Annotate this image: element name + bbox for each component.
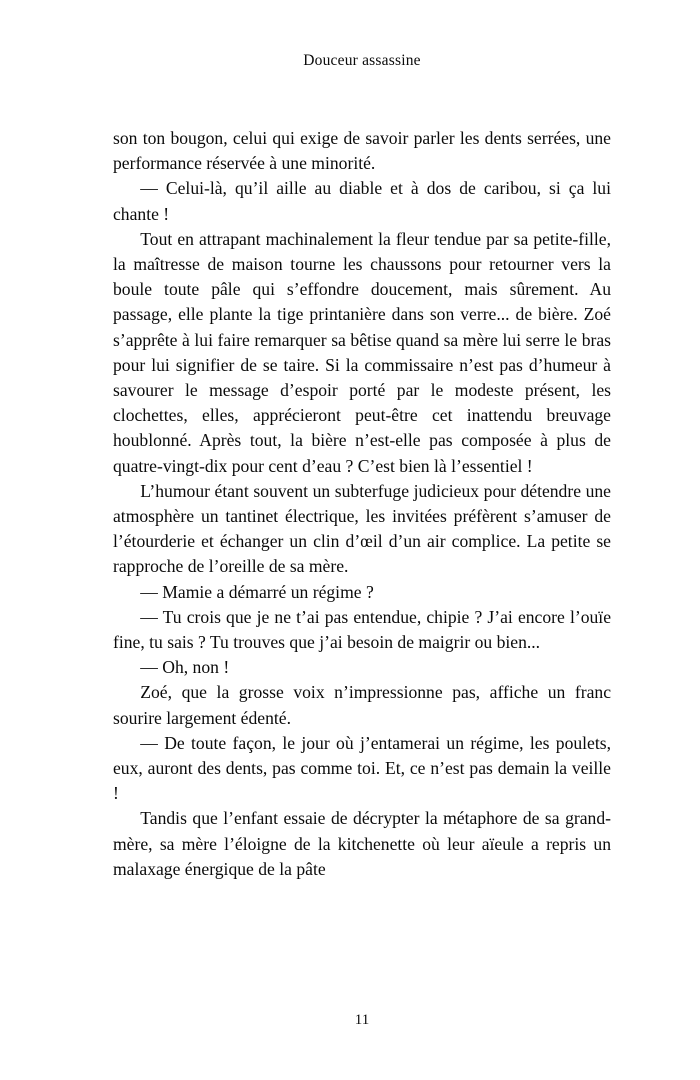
paragraph-dialogue: — Oh, non ! xyxy=(140,657,230,678)
running-head-title: Douceur assassine xyxy=(303,52,421,69)
paragraph: Tandis que l’enfant essaie de décrypter la métaphore de sa grand-mère, sa mère l’éloigne de la kitchenette où leur aïeule a repris un malaxage énergique de la pâte xyxy=(113,808,611,879)
paragraph-dialogue: — De toute façon, le jour où j’entamerai un régime, les poulets, eux, auront des dents, pas comme toi. Et, ce n’est pas demain la veille ! xyxy=(113,732,611,804)
paragraph-dialogue: — Celui-là, qu’il aille au diable et à dos de caribou, si ça lui chante ! xyxy=(113,178,611,224)
paragraph-dialogue: — Mamie a démarré un régime ? xyxy=(140,581,374,602)
paragraph: Tout en attrapant machinalement la fleur tendue par sa petite-fille, la maîtresse de maison tourne les chaussons pour retourner vers la boule toute pâle qui s’effondre doucement, mais sûrement. Au passage, elle plante la tige printanière dans son verre... de bière. Zoé s’apprête à lui faire remarquer sa bêtise quand sa mère lui serre le bras pour lui signifier de se taire. Si la commissaire n’est pas d’humeur à savourer le message d’espoir porté par le modeste présent, les clochettes, elles, apprécieront peut-être cet inattendu breuvage houblonné. Après tout, la bière n’est-elle pas composée à plus de quatre-vingt-dix pour cent d’eau ? C’est bien là l’essentiel ! xyxy=(113,228,611,476)
paragraph: Zoé, que la grosse voix n’impressionne pas, affiche un franc sourire largement édenté. xyxy=(113,682,611,728)
paragraph-dialogue: — Tu crois que je ne t’ai pas entendue, chipie ? J’ai encore l’ouïe fine, tu sais ? Tu trouves que j’ai besoin de maigrir ou bien... xyxy=(113,606,611,653)
body-text xyxy=(113,126,611,882)
paragraph: son ton bougon, celui qui exige de savoir parler les dents serrées, une performance réservée à une minorité. xyxy=(113,128,611,174)
paragraph: L’humour étant souvent un subterfuge judicieux pour détendre une atmosphère un tantinet électrique, les invitées préfèrent s’amuser de l’étourderie et échanger un clin d’œil d’un air complice. La petite se rapproche de l’oreille de sa mère. xyxy=(113,480,611,577)
page-number: 11 xyxy=(354,1012,370,1028)
